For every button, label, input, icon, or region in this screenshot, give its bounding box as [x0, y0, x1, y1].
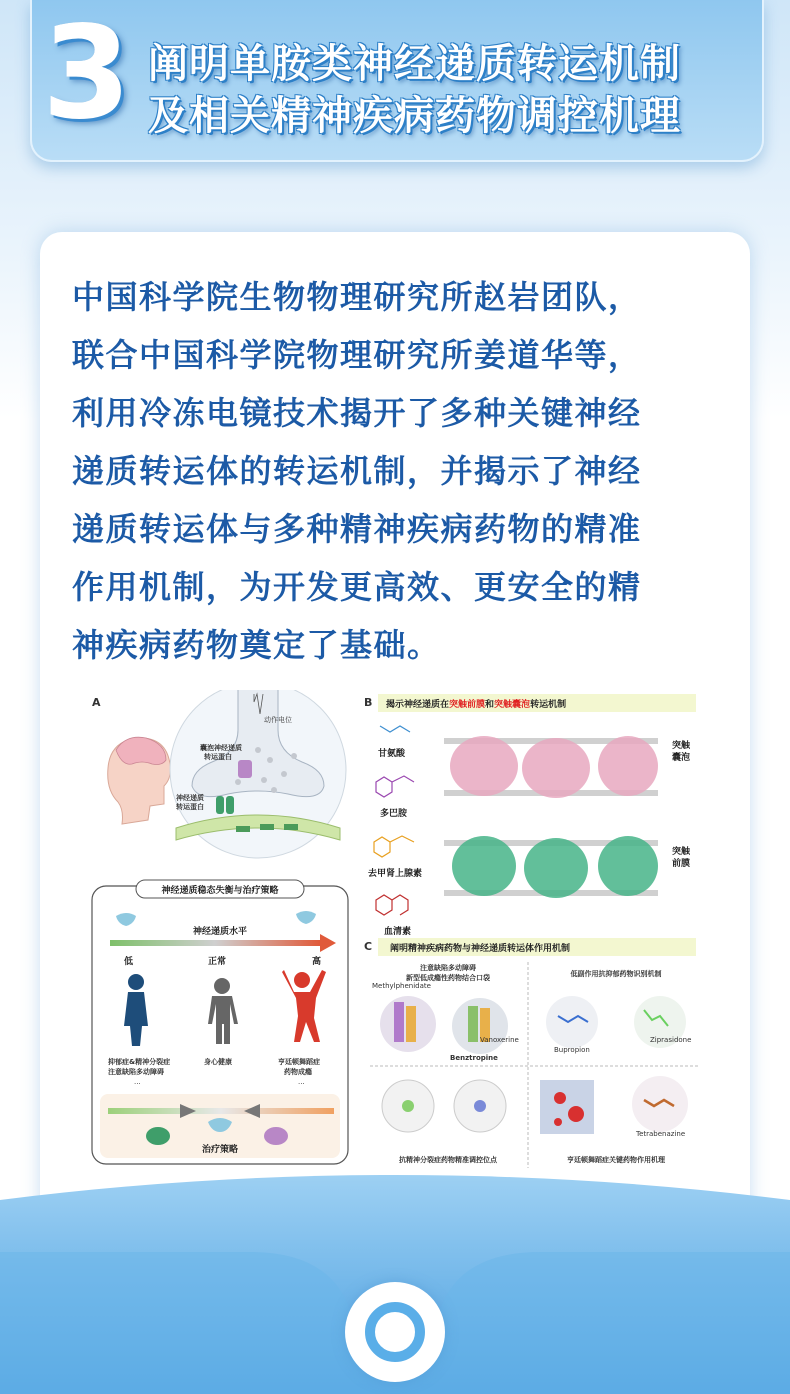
- section-title-line1: 阐明单胺类神经递质转运机制: [148, 41, 681, 87]
- panel-b-title: 揭示神经递质在突触前膜和突触囊泡转运机制: [386, 700, 567, 710]
- nt-transporter-label-2: 转运蛋白: [176, 803, 204, 811]
- level-normal: 正常: [208, 957, 227, 967]
- q2-drug-ziprasidone: Ziprasidone: [650, 1036, 692, 1044]
- q1-drug-vanoxerine: Vanoxerine: [480, 1036, 519, 1044]
- panel-c-title: 阐明精神疾病药物与神经递质转运体作用机制: [390, 944, 571, 954]
- body-line: 利用冷冻电镜技术揭开了多种关键神经: [72, 394, 642, 432]
- q4-caption: 亨廷顿舞蹈症关键药物作用机理: [567, 1156, 665, 1164]
- panel-b-label: B: [364, 696, 373, 709]
- figure-svg: [88, 690, 702, 1172]
- q1-drug-benztropine: Benztropine: [450, 1054, 498, 1062]
- vesicle-transporter-ribbons: [444, 736, 658, 798]
- low-desc-2: 注意缺陷多动障碍: [108, 1068, 164, 1076]
- q3-structure: [382, 1080, 506, 1132]
- synapse-illustration: [170, 690, 346, 858]
- nt-transporter-label: 神经递质: [176, 794, 204, 802]
- nt-transporter-icon: [146, 1127, 170, 1145]
- q1-structure: [380, 996, 508, 1054]
- research-figure: [88, 690, 702, 1172]
- homeostasis-title: 神经递质稳态失衡与治疗策略: [161, 886, 279, 896]
- vesicle-transporter-icon: [264, 1127, 288, 1145]
- high-desc-1: 亨廷顿舞蹈症: [278, 1058, 320, 1066]
- vesicle-label-2: 囊泡: [672, 753, 691, 763]
- molecule-norepinephrine: 去甲肾上腺素: [368, 869, 423, 879]
- action-potential-label: 动作电位: [264, 716, 292, 724]
- q2-drug-bupropion: Bupropion: [554, 1046, 590, 1054]
- vesicle-transporter-label-2: 转运蛋白: [204, 753, 232, 761]
- q3-caption: 抗精神分裂症药物精准调控位点: [399, 1156, 497, 1164]
- low-desc-ellipsis: ...: [134, 1078, 141, 1086]
- body-line: 神疾病药物奠定了基础。: [72, 626, 441, 664]
- body-paragraph: [72, 268, 732, 674]
- molecule-serotonin: 血清素: [384, 927, 412, 937]
- q4-drug-tetrabenazine: Tetrabenazine: [636, 1130, 686, 1138]
- presynaptic-transporter-ribbons: [444, 836, 658, 898]
- section-title-line2: 及相关精神疾病药物调控机理: [148, 93, 681, 139]
- level-title: 神经递质水平: [192, 927, 248, 937]
- low-desc-1: 抑郁症&精神分裂症: [108, 1058, 171, 1066]
- strategy-bar: [108, 1108, 334, 1114]
- q1-title-1: 注意缺陷多动障碍: [420, 964, 476, 972]
- high-desc-2: 药物成瘾: [284, 1068, 312, 1076]
- strategy-label: 治疗策略: [201, 1145, 239, 1155]
- body-line: 递质转运体与多种精神疾病药物的精准: [72, 510, 642, 548]
- body-line: 作用机制，为开发更高效、更安全的精: [72, 568, 642, 606]
- presyn-label-1: 突触: [672, 847, 691, 857]
- molecule-dopamine: 多巴胺: [380, 809, 408, 819]
- vesicle-label-1: 突触: [672, 741, 691, 751]
- high-desc-ellipsis: ...: [298, 1078, 305, 1086]
- section-number: 3: [42, 0, 132, 148]
- level-high: 高: [312, 957, 322, 967]
- presyn-label-2: 前膜: [672, 859, 691, 869]
- panel-c-label: C: [364, 940, 373, 953]
- body-line: 中国科学院生物物理研究所赵岩团队，: [72, 278, 642, 316]
- panel-a-label: A: [92, 696, 101, 709]
- vesicle-transporter-label: 囊泡神经递质: [200, 744, 242, 752]
- body-line: 递质转运体的转运机制，并揭示了神经: [72, 452, 642, 490]
- bottom-ring-icon: [365, 1302, 425, 1362]
- normal-desc: 身心健康: [204, 1058, 232, 1066]
- molecule-glycine: 甘氨酸: [378, 749, 406, 759]
- q2-title: 低副作用抗抑郁药物识别机制: [570, 970, 662, 978]
- q1-drug-methylphenidate: Methylphenidate: [372, 982, 431, 990]
- level-low: 低: [124, 957, 134, 967]
- q1-title-2: 新型低成瘾性药物结合口袋: [406, 974, 490, 982]
- q4-structure: [540, 1076, 688, 1134]
- level-bar: [110, 940, 320, 946]
- body-line: 联合中国科学院物理研究所姜道华等，: [72, 336, 642, 374]
